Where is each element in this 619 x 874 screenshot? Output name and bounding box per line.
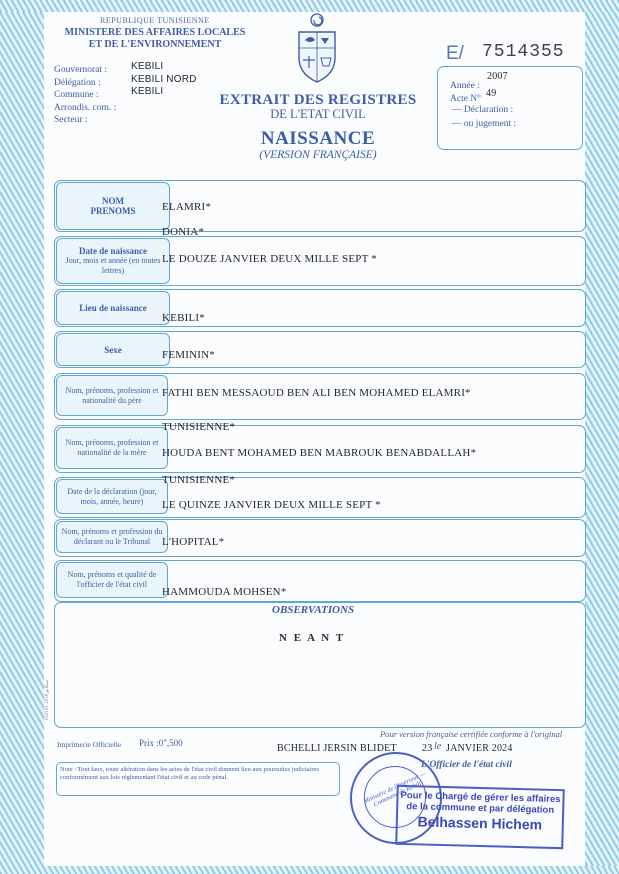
coat-of-arms-emblem <box>293 12 341 84</box>
title-line-1: EXTRAIT DES REGISTRES <box>219 92 417 108</box>
declarant-label-cell <box>56 521 168 553</box>
commune-label: Commune : <box>54 90 99 100</box>
version-subtitle: (VERSION FRANÇAISE) <box>259 149 377 161</box>
dob-label-title: Date de naissance <box>79 246 147 256</box>
observations-value: N E A N T <box>279 632 346 644</box>
dob-value: LE DOUZE JANVIER DEUX MILLE SEPT * <box>162 253 377 265</box>
title-block <box>200 92 436 161</box>
pere-nationality: TUNISIENNE* <box>162 421 236 433</box>
issue-date: JANVIER 2024 <box>446 743 513 754</box>
mere-nationality: TUNISIENNE* <box>162 474 236 486</box>
mere-label-cell <box>56 427 168 469</box>
title-line-2: DE L'ETAT CIVIL <box>270 107 366 121</box>
dob-label-sub: Jour, mois et année (en toutes lettres) <box>65 256 161 275</box>
certified-text: Pour version française certifiée conforme à l'original <box>380 729 563 739</box>
arrondis-label: Arrondis. com. : <box>54 102 117 113</box>
location-labels <box>54 64 116 127</box>
ministry-line-2: ET DE L'ENVIRONNEMENT <box>88 39 222 50</box>
issue-day: 23 <box>422 743 433 754</box>
pere-label: Nom, prénoms, profession et nationalité du père <box>65 385 159 405</box>
sexe-label: Sexe <box>104 344 122 355</box>
issue-le: le <box>434 741 442 752</box>
officier-label-cell <box>56 562 168 598</box>
officier-label: Nom, prénoms et qualité de l'officier de l'état civil <box>67 570 157 589</box>
document-type-title: NAISSANCE <box>260 128 376 149</box>
sexe-value: FEMININ* <box>162 349 215 361</box>
signer-name: BCHELLI JERSIN BLIDET <box>277 743 397 754</box>
mere-label: Nom, prénoms, profession et nationalité de la mère <box>65 438 159 457</box>
legal-note: Note : Tout faux, toute altération dans les actes de l'état civil donnent lieu aux poursuites judiciaires conformément aux lois réglementant l'état civil et au code pénal. <box>60 766 319 781</box>
observations-box <box>54 602 586 728</box>
delegation-value: KEBILI NORD <box>131 73 197 85</box>
jugement-label: — ou jugement : <box>452 119 517 129</box>
commune-value: KEBILI <box>131 86 164 97</box>
decl-date-label: Date de la déclaration (jour, mois, année, heure) <box>67 486 157 506</box>
prix-text: Prix :0",500 <box>139 738 183 748</box>
secteur-label: Secteur : <box>54 115 88 125</box>
decl-date-value: LE QUINZE JANVIER DEUX MILLE SEPT * <box>162 499 381 511</box>
sexe-label-cell <box>56 333 170 366</box>
officier-signature-label: L'Officier de l'état civil <box>421 760 512 770</box>
nom-value: ELAMRI* <box>162 201 212 213</box>
mere-value: HOUDA BENT MOHAMED BEN MABROUK BENABDALLAH* <box>162 447 477 459</box>
nom-prenoms-label <box>56 182 170 230</box>
margin-print-code: 010101 ميكانو 2018 <box>45 680 50 720</box>
acte-value: 49 <box>486 88 497 99</box>
ministry-title <box>55 27 255 51</box>
prenoms-label: PRENOMS <box>90 206 136 216</box>
stamp-line-1: Pour le Chargé de gérer les affaires <box>400 789 561 806</box>
prenoms-value: DONIA* <box>162 226 205 238</box>
round-stamp-text: Ministère de l'Intérieur — Commune de Kebili <box>362 770 427 809</box>
lieu-value: KEBILI* <box>162 312 205 324</box>
imprimerie-text: Imprimerie Officielle <box>57 740 122 749</box>
officier-value: HAMMOUDA MOHSEN* <box>162 586 287 598</box>
pere-label-cell <box>56 375 168 416</box>
location-values <box>131 61 197 99</box>
serial-number: 7514355 <box>482 42 565 62</box>
top-guilloche-border <box>0 0 619 12</box>
republic-text: REPUBLIQUE TUNISIENNE <box>100 16 210 25</box>
declarant-value: L'HOPITAL* <box>162 536 225 548</box>
declarant-label: Nom, prénoms et profession du déclarant ou le Tribunal <box>61 527 163 546</box>
lieu-label-cell <box>56 291 170 325</box>
annee-value: 2007 <box>487 71 508 82</box>
decl-date-label-cell <box>56 479 168 514</box>
delegation-label: Délégation : <box>54 77 101 88</box>
observations-title: OBSERVATIONS <box>272 604 355 616</box>
declaration-label: — Déclaration : <box>452 105 514 115</box>
annee-label: Année : <box>450 81 480 91</box>
bottom-guilloche-border <box>0 866 619 874</box>
acte-label: Acte N° <box>450 94 481 104</box>
stamp-name: Belhassen Hichem <box>417 813 543 833</box>
ministry-line-1: MINISTERE DES AFFAIRES LOCALES <box>64 27 246 38</box>
gouvernorat-value: KEBILI <box>131 61 164 72</box>
dob-label <box>56 238 170 284</box>
gouvernorat-label: Gouvernorat : <box>54 65 108 75</box>
nom-label: NOM <box>102 196 124 206</box>
left-guilloche-border <box>0 0 44 874</box>
right-guilloche-border <box>585 0 619 874</box>
delegation-stamp <box>395 785 565 849</box>
lieu-label: Lieu de naissance <box>79 303 147 313</box>
pere-value: FATHI BEN MESSAOUD BEN ALI BEN MOHAMED ELAMRI* <box>162 387 471 399</box>
serial-prefix: E/ <box>446 43 464 64</box>
stamp-line-2: de la commune et par délégation <box>406 801 555 816</box>
